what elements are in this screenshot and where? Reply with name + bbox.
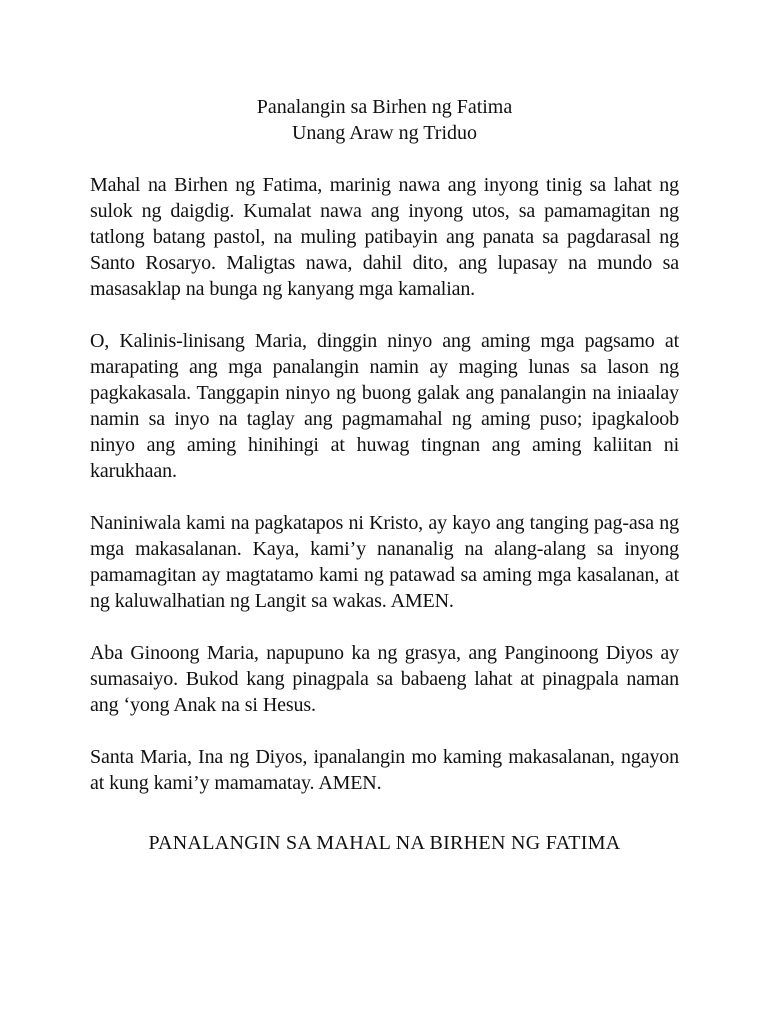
paragraph-2: O, Kalinis-linisang Maria, dinggin ninyo ang aming mga pagsamo at marapating ang mga panalangin namin ay maging lunas sa lason ng pagkakasala. Tanggapin ninyo ng buong galak ang panalangin na iniaalay namin sa inyo na taglay ang pagmamahal ng aming puso; ipagkaloob ninyo ang aming hinihingi at huwag tingnan ang aming kaliitan ni karukhaan.	[90, 330, 679, 482]
section-heading: PANALANGIN SA MAHAL NA BIRHEN NG FATIMA	[148, 832, 621, 854]
title-block	[90, 94, 679, 146]
paragraph-1: Mahal na Birhen ng Fatima, marinig nawa ang inyong tinig sa lahat ng sulok ng daigdig. Kumalat nawa ang inyong utos, sa pamamagitan ng tatlong batang pastol, na muling patibayin ang panata sa pagdarasal ng Santo Rosaryo. Maligtas nawa, dahil dito, ang lupasay na mundo sa masasaklap na bunga ng kanyang mga kamalian.	[90, 174, 679, 300]
document-title: Panalangin sa Birhen ng Fatima	[256, 96, 513, 118]
paragraph-5: Santa Maria, Ina ng Diyos, ipanalangin mo kaming makasalanan, ngayon at kung kami’y mamamatay. AMEN.	[90, 746, 679, 794]
paragraph-3: Naniniwala kami na pagkatapos ni Kristo, ay kayo ang tanging pag-asa ng mga makasalanan. Kaya, kami’y nananalig na alang-alang sa inyong pamamagitan ay magtatamo kami ng patawad sa aming mga kasalanan, at ng kaluwalhatian ng Langit sa wakas. AMEN.	[90, 512, 679, 612]
document-subtitle: Unang Araw ng Triduo	[291, 122, 477, 144]
paragraph-4: Aba Ginoong Maria, napupuno ka ng grasya, ang Panginoong Diyos ay sumasaiyo. Bukod kang pinagpala sa babaeng lahat at pinagpala naman ang ‘yong Anak na si Hesus.	[90, 642, 679, 716]
